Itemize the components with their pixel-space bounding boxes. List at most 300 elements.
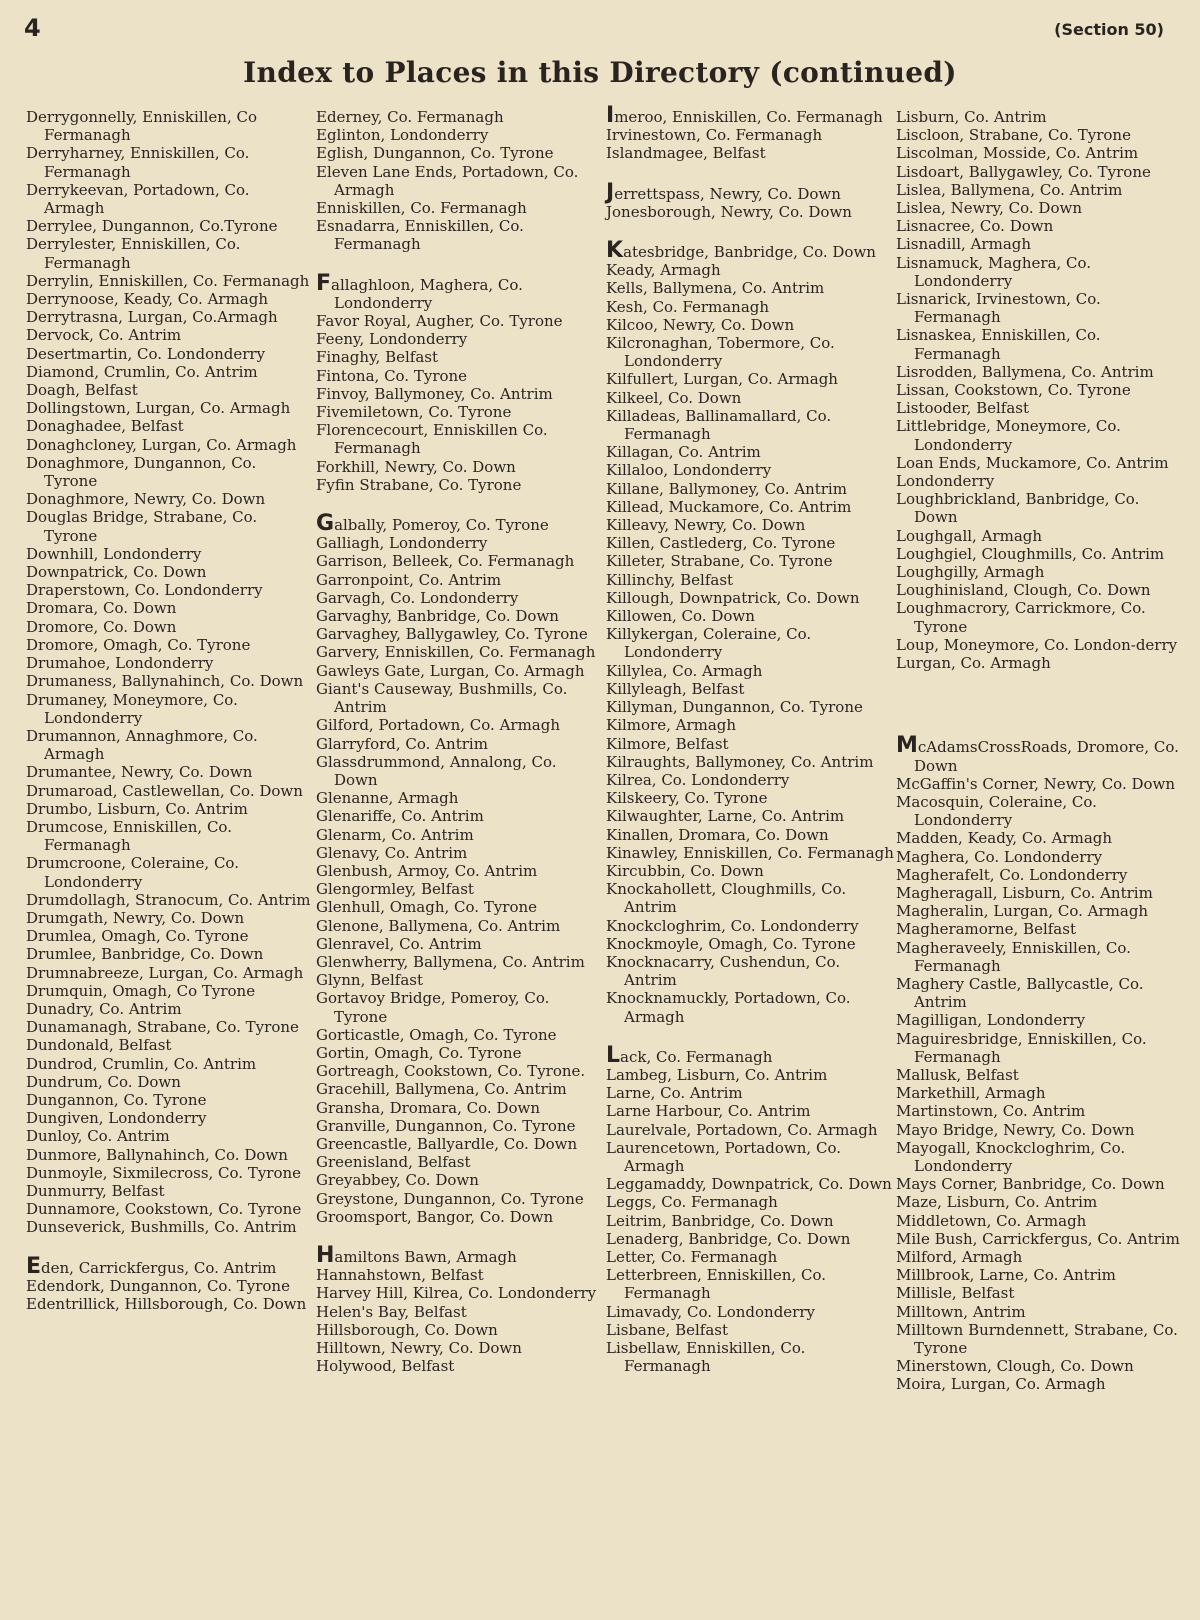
entry-text: Donaghmore, Dungannon, Co. Tyrone [26,453,257,491]
entry-text: Killowen, Co. Down [606,607,755,626]
entry-text: Kinallen, Dromara, Co. Down [606,825,829,844]
index-entry [896,472,1188,490]
index-entry [26,891,318,909]
index-entry [316,716,608,734]
entry-text: Laurelvale, Portadown, Co. Armagh [606,1120,878,1139]
index-entry [316,1117,608,1135]
entry-text: Liscolman, Mosside, Co. Antrim [896,144,1139,163]
index-entry [26,454,318,490]
entry-text: Lisburn, Co. Antrim [896,108,1047,126]
index-entry [26,982,318,1000]
entry-text: Derryharney, Enniskillen, Co. Fermanagh [26,144,250,181]
index-entry [26,417,318,435]
index-entry [896,290,1188,326]
entry-text: Magherafelt, Co. Londonderry [896,865,1128,884]
index-entry [606,1248,898,1266]
index-entry [606,144,898,162]
entry-text: Loughinisland, Clough, Co. Down [896,581,1151,600]
index-entry [316,199,608,217]
index-entry [316,1303,608,1321]
entry-text: Douglas Bridge, Strabane, Co. Tyrone [26,508,258,545]
letter-initial: H [316,1242,335,1268]
entry-text: Killyleagh, Belfast [606,679,745,698]
entry-text: Magilligan, Londonderry [896,1011,1086,1030]
entry-text: Knockmoyle, Omagh, Co. Tyrone [606,934,856,953]
entry-text: Lissan, Cookstown, Co. Tyrone [896,381,1131,400]
entry-text: Dunmoyle, Sixmilecross, Co. Tyrone [26,1163,302,1182]
entry-text: Killykergan, Coleraine, Co. Londonderry [606,625,812,662]
index-entry [26,363,318,381]
entry-text: Loughgilly, Armagh [896,563,1045,582]
entry-text: Helen's Bay, Belfast [316,1302,467,1321]
entry-text: Garvaghy, Banbridge, Co. Down [316,607,559,626]
index-entry [26,854,318,890]
index-entry [896,527,1188,545]
entry-text: Martinstown, Co. Antrim [896,1102,1086,1121]
index-entry [316,917,608,935]
entry-text: Drumaness, Ballynahinch, Co. Down [26,672,304,691]
index-entry [896,848,1188,866]
entry-text: Maguiresbridge, Enniskillen, Co. Fermanagh [896,1029,1147,1066]
index-entry [316,989,608,1025]
index-entry [896,545,1188,563]
entry-text: Killagan, Co. Antrim [606,443,761,462]
entry-text: Lisbane, Belfast [606,1320,728,1339]
index-entry [316,163,608,199]
index-entry [606,203,898,221]
entry-text: Killane, Ballymoney, Co. Antrim [606,479,847,498]
index-entry [896,454,1188,472]
index-column-2 [316,108,608,1608]
entry-text: Mayo Bridge, Newry, Co. Down [896,1120,1135,1139]
index-entry [316,1026,608,1044]
index-entry [316,971,608,989]
entry-text: Lisnaskea, Enniskillen, Co. Fermanagh [896,326,1101,363]
index-entry [26,563,318,581]
entry-text: Giant's Causeway, Bushmills, Co. Antrim [316,679,568,717]
index-entry [26,636,318,654]
entry-text: Glassdrummond, Annalong, Co. Down [316,752,557,789]
entry-text: Donaghmore, Newry, Co. Down [26,490,266,509]
index-entry [26,599,318,617]
index-entry [896,181,1188,199]
entry-text: allaghloon, Maghera, Co. Londonderry [331,275,523,312]
index-entry [896,1357,1188,1375]
index-entry [606,461,898,479]
entry-text: Larne, Co. Antrim [606,1084,743,1103]
index-entry [316,1171,608,1189]
entry-text: Killeter, Strabane, Co. Tyrone [606,552,833,571]
index-entry [316,662,608,680]
index-entry [316,1242,608,1268]
entry-text: Drumnabreeze, Lurgan, Co. Armagh [26,963,304,982]
entry-text: Killen, Castlederg, Co. Tyrone [606,534,836,553]
entry-text: Islandmagee, Belfast [606,144,766,163]
index-entry [26,181,318,217]
index-entry [606,1230,898,1248]
index-entry [606,1066,898,1084]
index-entry [896,1212,1188,1230]
index-entry [316,403,608,421]
letter-initial: G [316,511,335,537]
entry-text: Kilmore, Belfast [606,734,729,753]
entry-text: Dunloy, Co. Antrim [26,1127,170,1146]
entry-text: Holywood, Belfast [316,1357,455,1376]
section-gap [896,672,1188,694]
index-entry [26,1295,318,1313]
index-entry [26,345,318,363]
entry-text: Kilrea, Co. Londonderry [606,770,790,789]
index-entry [316,1339,608,1357]
index-entry [606,498,898,516]
letter-initial: K [606,238,624,264]
entry-text: Glenone, Ballymena, Co. Antrim [316,916,561,935]
page-header [0,0,1200,115]
index-entry [316,1153,608,1171]
entry-text: Loup, Moneymore, Co. London-derry [896,635,1178,654]
entry-text: Dundrod, Crumlin, Co. Antrim [26,1054,257,1073]
entry-text: Irvinestown, Co. Fermanagh [606,126,823,145]
index-entry [26,1253,318,1279]
entry-text: Derrygonnelly, Enniskillen, Co Fermanagh [26,108,257,145]
index-entry [606,407,898,443]
index-entry [896,563,1188,581]
index-entry [896,126,1188,144]
index-entry [896,1303,1188,1321]
index-entry [316,1190,608,1208]
entry-text: Glenravel, Co. Antrim [316,934,482,953]
entry-text: Lisnarick, Irvinestown, Co. Fermanagh [896,290,1101,327]
entry-text: Dunmore, Ballynahinch, Co. Down [26,1145,288,1164]
index-entry [606,771,898,789]
index-entry [606,1139,898,1175]
index-entry [316,643,608,661]
index-entry [26,272,318,290]
index-entry [26,217,318,235]
entry-text: Glarryford, Co. Antrim [316,734,488,753]
entry-text: Drumahoe, Londonderry [26,654,214,673]
entry-text: Killeavy, Newry, Co. Down [606,516,806,535]
index-entry [316,1080,608,1098]
entry-text: Gransha, Dromara, Co. Down [316,1098,540,1117]
entry-text: Macosquin, Coleraine, Co. Londonderry [896,792,1097,830]
entry-text: Drumantee, Newry, Co. Down [26,763,253,782]
index-entry [316,270,608,312]
entry-text: Dunmurry, Belfast [26,1181,165,1200]
entry-text: Milltown Burndennett, Strabane, Co. Tyrone [896,1320,1178,1357]
index-entry [896,975,1188,1011]
entry-text: Desertmartin, Co. Londonderry [26,344,266,363]
entry-text: Gawleys Gate, Lurgan, Co. Armagh [316,661,585,680]
index-entry [316,1208,608,1226]
entry-text: Kilraughts, Ballymoney, Co. Antrim [606,752,874,771]
entry-text: Listooder, Belfast [896,399,1030,418]
index-entry [26,399,318,417]
index-entry [896,793,1188,829]
entry-text: Dunadry, Co. Antrim [26,999,182,1018]
index-entry [896,866,1188,884]
index-column-4 [896,108,1188,1608]
entry-text: Drumgath, Newry, Co. Down [26,908,245,927]
index-entry [896,1121,1188,1139]
index-entry [26,654,318,672]
index-entry [316,1284,608,1302]
index-entry [316,421,608,457]
index-entry [316,108,608,126]
index-column-1 [26,108,318,1608]
index-entry [606,953,898,989]
entry-text: Favor Royal, Augher, Co. Tyrone [316,312,563,331]
entry-text: Dervock, Co. Antrim [26,326,182,345]
entry-text: Downpatrick, Co. Down [26,563,207,582]
index-entry [606,935,898,953]
index-entry [896,381,1188,399]
entry-text: Magheragall, Lisburn, Co. Antrim [896,883,1153,902]
entry-text: Lisnamuck, Maghera, Co. Londonderry [896,253,1092,290]
index-entry [606,680,898,698]
entry-text: Lenaderg, Banbridge, Co. Down [606,1229,851,1248]
entry-text: Liscloon, Strabane, Co. Tyrone [896,126,1131,145]
entry-text: Londonderry [896,472,995,491]
entry-text: Glenbush, Armoy, Co. Antrim [316,861,538,880]
index-entry [606,1339,898,1375]
entry-text: Knockahollett, Cloughmills, Co. Antrim [606,880,847,917]
entry-text: Dunnamore, Cookstown, Co. Tyrone [26,1200,302,1219]
index-entry [896,254,1188,290]
index-entry [26,1182,318,1200]
entry-text: Milford, Armagh [896,1247,1023,1266]
index-entry [896,1248,1188,1266]
entry-text: Donaghcloney, Lurgan, Co. Armagh [26,435,297,454]
section-gap [606,1026,898,1048]
entry-text: Jonesborough, Newry, Co. Down [606,202,852,221]
index-entry [316,217,608,253]
entry-text: Enniskillen, Co. Fermanagh [316,199,527,218]
index-entry [606,1193,898,1211]
entry-text: Gilford, Portadown, Co. Armagh [316,716,561,735]
section-gap [896,716,1188,738]
index-entry [316,458,608,476]
entry-text: Lisrodden, Ballymena, Co. Antrim [896,362,1154,381]
index-entry [606,370,898,388]
index-entry [896,1284,1188,1302]
entry-text: Maze, Lisburn, Co. Antrim [896,1193,1098,1212]
entry-text: Diamond, Crumlin, Co. Antrim [26,362,258,381]
entry-text: Loan Ends, Muckamore, Co. Antrim [896,453,1169,472]
index-entry [26,618,318,636]
index-entry [316,552,608,570]
entry-text: Littlebridge, Moneymore, Co. Londonderry [896,417,1121,454]
entry-text: Hannahstown, Belfast [316,1266,484,1285]
entry-text: Millisle, Belfast [896,1284,1015,1303]
entry-text: Milltown, Antrim [896,1302,1026,1321]
entry-text: Keady, Armagh [606,261,721,280]
entry-text: Drumcroone, Coleraine, Co. Londonderry [26,854,239,891]
index-entry [316,571,608,589]
index-entry [896,108,1188,126]
entry-text: Killyman, Dungannon, Co. Tyrone [606,698,863,717]
index-column-3 [606,103,898,1608]
entry-text: Lisbellaw, Enniskillen, Co. Fermanagh [606,1339,806,1376]
entry-text: Galliagh, Londonderry [316,534,488,553]
index-entry [316,953,608,971]
entry-text: den, Carrickfergus, Co. Antrim [41,1258,277,1277]
entry-text: Killaloo, Londonderry [606,461,772,480]
index-entry [316,385,608,403]
index-entry [316,330,608,348]
index-entry [26,326,318,344]
index-entry [896,1030,1188,1066]
entry-text: Lislea, Newry, Co. Down [896,199,1082,218]
entry-text: Esnadarra, Enniskillen, Co. Fermanagh [316,217,524,254]
entry-text: Derrylin, Enniskillen, Co. Fermanagh [26,271,310,290]
index-entry [316,1062,608,1080]
entry-text: Derrykeevan, Portadown, Co. Armagh [26,180,250,218]
entry-text: Fintona, Co. Tyrone [316,366,468,385]
index-entry [26,800,318,818]
section-gap [316,1226,608,1248]
entry-text: Lisdoart, Ballygawley, Co. Tyrone [896,162,1151,181]
entry-text: Loughmacrory, Carrickmore, Co. Tyrone [896,599,1146,636]
index-entry [316,898,608,916]
index-entry [606,279,898,297]
entry-text: Garrison, Belleek, Co. Fermanagh [316,552,575,571]
entry-text: amiltons Bawn, Armagh [334,1247,517,1266]
index-entry [316,826,608,844]
entry-text: Leggamaddy, Downpatrick, Co. Down [606,1175,892,1194]
index-entry [896,1375,1188,1393]
entry-text: Mallusk, Belfast [896,1065,1019,1084]
index-entry [316,844,608,862]
index-entry [606,389,898,407]
entry-text: Glenarm, Co. Antrim [316,825,474,844]
index-entry [316,126,608,144]
index-entry [896,654,1188,672]
index-entry [26,727,318,763]
entry-text: Kilfullert, Lurgan, Co. Armagh [606,370,838,389]
index-entry [606,1102,898,1120]
entry-text: Glenanne, Armagh [316,789,459,808]
index-entry [896,399,1188,417]
index-entry [606,1303,898,1321]
entry-text: Greyabbey, Co. Down [316,1171,479,1190]
entry-text: Lislea, Ballymena, Co. Antrim [896,180,1123,199]
letter-initial: L [606,1042,621,1068]
index-entry [26,1036,318,1054]
index-entry [896,902,1188,920]
index-entry [606,126,898,144]
entry-text: Mays Corner, Banbridge, Co. Down [896,1175,1165,1194]
index-entry [316,1357,608,1375]
index-entry [896,1321,1188,1357]
entry-text: albally, Pomeroy, Co. Tyrone [334,516,549,535]
index-entry [316,753,608,789]
entry-text: Groomsport, Bangor, Co. Down [316,1207,554,1226]
index-entry [26,1127,318,1145]
index-entry [896,1139,1188,1175]
index-entry [896,163,1188,181]
entry-text: Glenhull, Omagh, Co. Tyrone [316,898,538,917]
entry-text: Kilwaughter, Larne, Co. Antrim [606,807,845,826]
section-gap [26,1237,318,1259]
entry-text: Drumbo, Lisburn, Co. Antrim [26,799,248,818]
entry-text: Drumannon, Annaghmore, Co. Armagh [26,726,258,764]
index-entry [26,235,318,271]
index-entry [606,807,898,825]
entry-text: Kilskeery, Co. Tyrone [606,789,768,808]
index-entry [316,862,608,880]
index-entry [896,1230,1188,1248]
index-entry [896,1193,1188,1211]
index-entry [606,1042,898,1068]
index-entry [26,964,318,982]
entry-text: Feeny, Londonderry [316,330,468,349]
index-entry [316,880,608,898]
index-entry [316,1099,608,1117]
index-entry [896,363,1188,381]
entry-text: Garronpoint, Co. Antrim [316,570,502,589]
index-entry [26,144,318,180]
index-entry [896,144,1188,162]
entry-text: Millbrook, Larne, Co. Antrim [896,1266,1116,1285]
entry-text: Glenavy, Co. Antrim [316,843,468,862]
entry-text: Minerstown, Clough, Co. Down [896,1357,1134,1376]
index-entry [606,607,898,625]
index-entry [26,381,318,399]
index-entry [26,436,318,454]
index-entry [316,625,608,643]
entry-text: Markethill, Armagh [896,1084,1046,1103]
index-entry [606,1121,898,1139]
entry-text: Glengormley, Belfast [316,880,474,899]
index-entry [606,1212,898,1230]
entry-text: Maghery Castle, Ballycastle, Co. Antrim [896,974,1144,1012]
index-entry [606,1175,898,1193]
index-entry [606,753,898,771]
entry-text: Knocknacarry, Cushendun, Co. Antrim [606,952,841,990]
entry-text: Knocknamuckly, Portadown, Co. Armagh [606,989,851,1026]
entry-text: Gortin, Omagh, Co. Tyrone [316,1043,522,1062]
entry-text: Greenisland, Belfast [316,1153,471,1172]
entry-text: Finaghy, Belfast [316,348,439,367]
index-entry [606,480,898,498]
index-entry [896,490,1188,526]
entry-text: Dundrum, Co. Down [26,1072,181,1091]
index-entry [606,735,898,753]
index-entry [26,545,318,563]
entry-text: Harvey Hill, Kilrea, Co. Londonderry [316,1284,597,1303]
index-entry [606,103,898,128]
index-entry [316,144,608,162]
index-entry [26,1091,318,1109]
index-entry [316,312,608,330]
entry-text: Dromara, Co. Down [26,599,177,618]
index-entry [606,516,898,534]
index-entry [896,326,1188,362]
index-entry [896,599,1188,635]
entry-text: Kircubbin, Co. Down [606,861,764,880]
index-entry [26,108,318,144]
index-entry [316,367,608,385]
index-entry [26,290,318,308]
entry-text: meroo, Enniskillen, Co. Fermanagh [614,108,883,126]
index-entry [896,199,1188,217]
entry-text: Larne Harbour, Co. Antrim [606,1102,811,1121]
entry-text: Mayogall, Knockcloghrim, Co. Londonderry [896,1138,1126,1175]
entry-text: Gorticastle, Omagh, Co. Tyrone [316,1025,557,1044]
index-entry [606,179,898,205]
section-gap [606,221,898,243]
